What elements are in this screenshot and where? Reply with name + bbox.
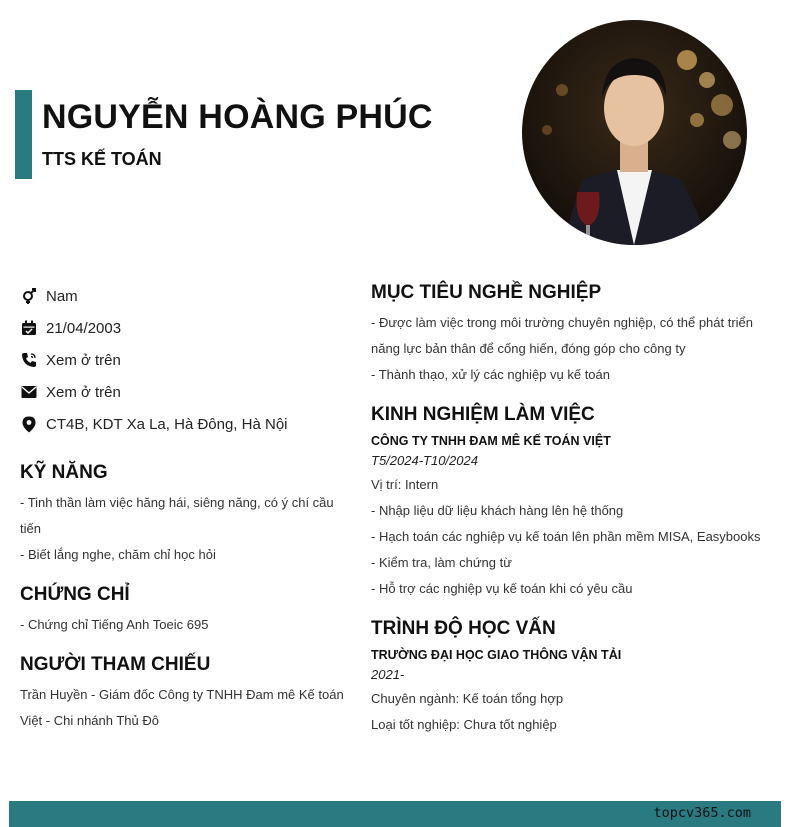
phone-text: Xem ở trên <box>46 351 121 369</box>
experience-position: Vị trí: Intern <box>371 477 439 492</box>
envelope-icon <box>20 383 38 401</box>
objective-section <box>371 282 771 388</box>
experience-item: - Hạch toán các nghiệp vụ kế toán lên phần mềm MISA, Easybooks <box>371 529 761 544</box>
name-accent-bar <box>15 90 32 179</box>
references-title: NGƯỜI THAM CHIẾU <box>20 654 211 675</box>
certificates-section <box>20 584 350 638</box>
skill-item: - Tinh thần làm việc hăng hái, siêng năng, có ý chí cầu tiến <box>20 495 334 536</box>
references-section <box>20 654 350 734</box>
gender-icon <box>20 287 38 305</box>
experience-item: - Hỗ trợ các nghiệp vụ kế toán khi có yêu cầu <box>371 581 633 596</box>
contact-address <box>20 408 350 440</box>
gender-text: Nam <box>46 287 78 305</box>
left-column <box>20 280 350 734</box>
contact-gender <box>20 280 350 312</box>
candidate-role: TTS KẾ TOÁN <box>42 149 162 169</box>
avatar <box>522 20 747 245</box>
objective-item: - Được làm việc trong môi trường chuyên nghiệp, có thể phát triển năng lực bản thân để cống hiến, đóng góp cho công ty <box>371 315 754 356</box>
contact-email <box>20 376 350 408</box>
experience-title: KINH NGHIỆM LÀM VIỆC <box>371 404 595 425</box>
experience-period: T5/2024-T10/2024 <box>371 453 478 468</box>
experience-item: - Nhập liệu dữ liệu khách hàng lên hệ thống <box>371 503 624 518</box>
footer-bar <box>9 801 781 827</box>
certificates-title: CHỨNG CHỈ <box>20 584 130 605</box>
phone-icon <box>20 351 38 369</box>
contact-birthday <box>20 312 350 344</box>
experience-item: - Kiểm tra, làm chứng từ <box>371 555 512 570</box>
skills-section <box>20 462 350 568</box>
skill-item: - Biết lắng nghe, chăm chỉ học hỏi <box>20 547 216 562</box>
reference-text: Trần Huyền - Giám đốc Công ty TNHH Đam mê Kế toán Việt - Chi nhánh Thủ Đô <box>20 687 344 728</box>
birthday-text: 21/04/2003 <box>46 319 122 337</box>
experience-section <box>371 404 771 602</box>
education-section <box>371 618 771 738</box>
address-text: CT4B, KDT Xa La, Hà Đông, Hà Nội <box>46 415 288 433</box>
calendar-icon <box>20 319 38 337</box>
objective-title: MỤC TIÊU NGHỀ NGHIỆP <box>371 282 602 303</box>
education-grade: Loại tốt nghiệp: Chưa tốt nghiệp <box>371 717 557 732</box>
location-pin-icon <box>20 415 38 433</box>
email-text: Xem ở trên <box>46 383 121 401</box>
education-title: TRÌNH ĐỘ HỌC VẤN <box>371 618 556 639</box>
objective-item: - Thành thạo, xử lý các nghiệp vụ kế toán <box>371 367 610 382</box>
candidate-name: NGUYỄN HOÀNG PHÚC <box>42 98 433 136</box>
skills-title: KỸ NĂNG <box>20 462 108 483</box>
school-name: TRƯỜNG ĐẠI HỌC GIAO THÔNG VẬN TẢI <box>371 648 622 662</box>
education-major: Chuyên ngành: Kế toán tổng hợp <box>371 691 564 706</box>
certificate-item: - Chứng chỉ Tiếng Anh Toeic 695 <box>20 617 209 632</box>
footer-site: topcv365.com <box>653 805 751 821</box>
right-column <box>371 282 771 738</box>
education-period: 2021- <box>371 667 405 682</box>
company-name: CÔNG TY TNHH ĐAM MÊ KẾ TOÁN VIỆT <box>371 434 611 448</box>
contact-phone <box>20 344 350 376</box>
